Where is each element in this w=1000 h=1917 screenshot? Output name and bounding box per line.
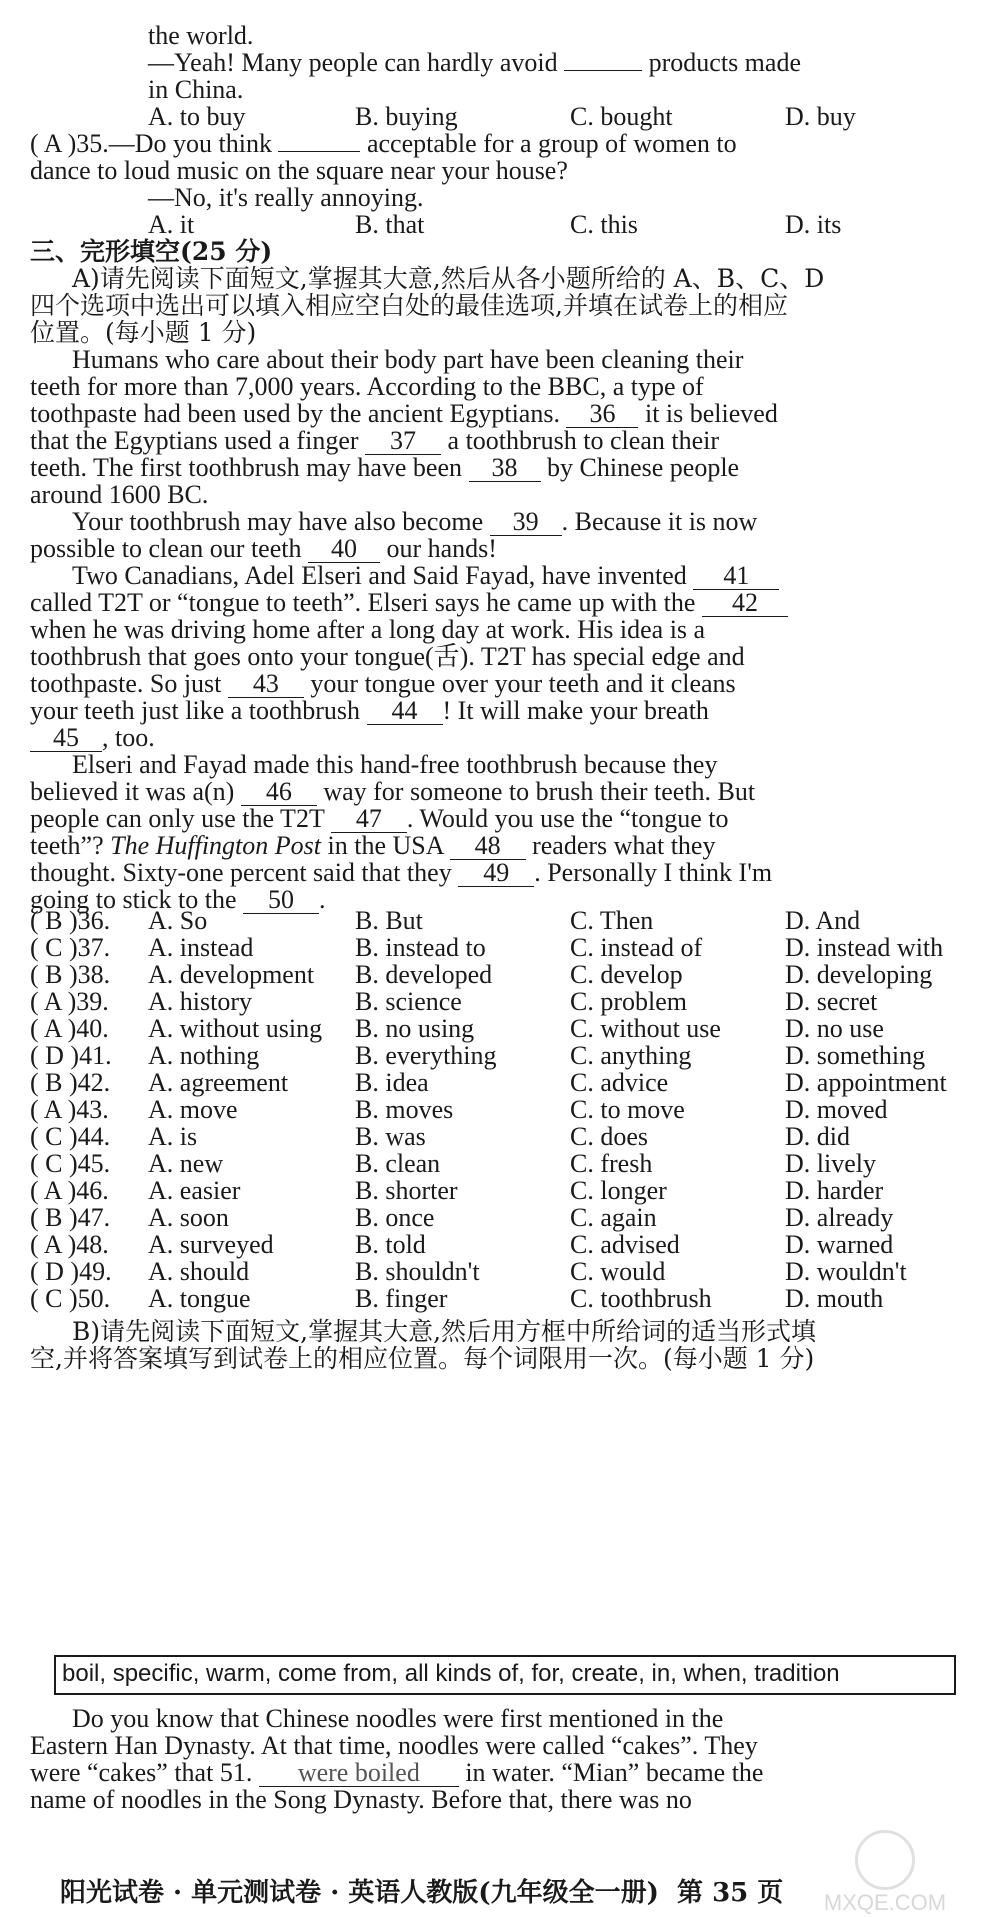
q37-option-c: C. instead of bbox=[570, 933, 703, 962]
q41-option-a: A. nothing bbox=[148, 1041, 260, 1070]
blank-47: 47 bbox=[331, 806, 407, 833]
q49-option-d: D. wouldn't bbox=[785, 1257, 907, 1286]
q39-option-a: A. history bbox=[148, 987, 252, 1016]
passage-b-line: Eastern Han Dynasty. At that time, noodles were called “cakes”. They bbox=[30, 1731, 758, 1760]
q43-option-c: C. to move bbox=[570, 1095, 685, 1124]
q49-option-b: B. shouldn't bbox=[355, 1257, 480, 1286]
q35-answer-mark: ( A )35. bbox=[30, 129, 109, 158]
q36-option-b: B. But bbox=[355, 906, 423, 935]
blank-44: 44 bbox=[367, 698, 443, 725]
watermark-seal-icon bbox=[855, 1830, 915, 1890]
q44-option-c: C. does bbox=[570, 1122, 648, 1151]
q47-option-b: B. once bbox=[355, 1203, 435, 1232]
q40-option-d: D. no use bbox=[785, 1014, 884, 1043]
passage-line: your teeth just like a toothbrush 44 ! It will make your breath bbox=[30, 696, 709, 725]
q38-option-d: D. developing bbox=[785, 960, 933, 989]
blank-43: 43 bbox=[228, 671, 304, 698]
passage-b-line: name of noodles in the Song Dynasty. Before that, there was no bbox=[30, 1785, 692, 1814]
part-a-instruction-line3: 位置。(每小题 1 分) bbox=[30, 318, 257, 347]
q35-option-d: D. its bbox=[785, 210, 842, 239]
q46-option-b: B. shorter bbox=[355, 1176, 458, 1205]
blank-38: 38 bbox=[469, 455, 541, 482]
q37-option-b: B. instead to bbox=[355, 933, 486, 962]
q43-option-b: B. moves bbox=[355, 1095, 454, 1124]
q50-option-a: A. tongue bbox=[148, 1284, 251, 1313]
passage-b-line: Do you know that Chinese noodles were first mentioned in the bbox=[72, 1704, 724, 1733]
q46-answer-mark: ( A )46. bbox=[30, 1176, 109, 1205]
q34-text-line1: the world. bbox=[148, 21, 254, 50]
q41-option-c: C. anything bbox=[570, 1041, 692, 1070]
watermark-text: MXQE.COM bbox=[823, 1890, 947, 1915]
blank-37: 37 bbox=[365, 428, 441, 455]
q42-option-c: C. advice bbox=[570, 1068, 669, 1097]
q41-answer-mark: ( D )41. bbox=[30, 1041, 112, 1070]
q48-option-d: D. warned bbox=[785, 1230, 894, 1259]
part-b-instruction-line1: B)请先阅读下面短文,掌握其大意,然后用方框中所给词的适当形式填 bbox=[72, 1317, 817, 1346]
q44-option-b: B. was bbox=[355, 1122, 426, 1151]
q50-option-c: C. toothbrush bbox=[570, 1284, 712, 1313]
q35-option-c: C. this bbox=[570, 210, 638, 239]
publication-title: The Huffington Post bbox=[110, 831, 322, 860]
q43-option-d: D. moved bbox=[785, 1095, 888, 1124]
answer-51: were boiled bbox=[259, 1760, 459, 1787]
q47-option-d: D. already bbox=[785, 1203, 894, 1232]
q39-option-b: B. science bbox=[355, 987, 462, 1016]
passage-line: thought. Sixty-one percent said that they 49 . Personally I think I'm bbox=[30, 858, 773, 887]
q50-option-b: B. finger bbox=[355, 1284, 448, 1313]
q36-option-d: D. And bbox=[785, 906, 861, 935]
q38-answer-mark: ( B )38. bbox=[30, 960, 111, 989]
q49-option-c: C. would bbox=[570, 1257, 666, 1286]
q39-answer-mark: ( A )39. bbox=[30, 987, 109, 1016]
q42-option-d: D. appointment bbox=[785, 1068, 947, 1097]
watermark-logo bbox=[800, 1830, 970, 1915]
passage-line: possible to clean our teeth 40 our hands! bbox=[30, 534, 497, 563]
q45-option-c: C. fresh bbox=[570, 1149, 653, 1178]
q46-option-c: C. longer bbox=[570, 1176, 667, 1205]
passage-line: that the Egyptians used a finger 37 a toothbrush to clean their bbox=[30, 426, 720, 455]
q44-option-a: A. is bbox=[148, 1122, 198, 1151]
q35-line1: ( A )35.—Do you think acceptable for a group of women to bbox=[30, 129, 737, 158]
q39-option-d: D. secret bbox=[785, 987, 878, 1016]
q39-option-c: C. problem bbox=[570, 987, 687, 1016]
q40-answer-mark: ( A )40. bbox=[30, 1014, 109, 1043]
q35-option-b: B. that bbox=[355, 210, 425, 239]
q40-option-b: B. no using bbox=[355, 1014, 475, 1043]
q41-option-b: B. everything bbox=[355, 1041, 497, 1070]
q35-option-a: A. it bbox=[148, 210, 195, 239]
q47-option-c: C. again bbox=[570, 1203, 657, 1232]
q42-option-a: A. agreement bbox=[148, 1068, 289, 1097]
blank-49: 49 bbox=[458, 860, 534, 887]
q49-option-a: A. should bbox=[148, 1257, 250, 1286]
passage-b-line: were “cakes” that 51. were boiled in water. “Mian” became the bbox=[30, 1758, 764, 1787]
q45-option-a: A. new bbox=[148, 1149, 224, 1178]
q35-line3: —No, it's really annoying. bbox=[148, 183, 424, 212]
passage-line: believed it was a(n) 46 way for someone to brush their teeth. But bbox=[30, 777, 756, 806]
q48-answer-mark: ( A )48. bbox=[30, 1230, 109, 1259]
q38-option-b: B. developed bbox=[355, 960, 493, 989]
q48-option-a: A. surveyed bbox=[148, 1230, 274, 1259]
part-a-instruction-line1: A)请先阅读下面短文,掌握其大意,然后从各小题所给的 A、B、C、D bbox=[72, 264, 825, 293]
passage-line: people can only use the T2T 47 . Would you use the “tongue to bbox=[30, 804, 729, 833]
part-b-instruction-line2: 空,并将答案填写到试卷上的相应位置。每个词限用一次。(每小题 1 分) bbox=[30, 1344, 815, 1373]
q38-option-a: A. development bbox=[148, 960, 315, 989]
q40-option-c: C. without use bbox=[570, 1014, 721, 1043]
q38-option-c: C. develop bbox=[570, 960, 683, 989]
q43-option-a: A. move bbox=[148, 1095, 238, 1124]
blank-48: 48 bbox=[450, 833, 526, 860]
blank-36: 36 bbox=[566, 401, 638, 428]
q42-option-b: B. idea bbox=[355, 1068, 429, 1097]
q37-option-a: A. instead bbox=[148, 933, 254, 962]
q46-option-d: D. harder bbox=[785, 1176, 884, 1205]
q34-option-b: B. buying bbox=[355, 102, 458, 131]
q44-answer-mark: ( C )44. bbox=[30, 1122, 111, 1151]
q34-text-line3: in China. bbox=[148, 75, 244, 104]
q48-option-c: C. advised bbox=[570, 1230, 680, 1259]
q37-answer-mark: ( C )37. bbox=[30, 933, 111, 962]
word-box: boil, specific, warm, come from, all kinds of, for, create, in, when, tradition bbox=[54, 1655, 956, 1695]
q34-text-line2: —Yeah! Many people can hardly avoid products made bbox=[148, 48, 801, 77]
page-footer: 阳光试卷 · 单元测试卷 · 英语人教版(九年级全一册) 第 35 页 bbox=[60, 1878, 784, 1908]
q47-option-a: A. soon bbox=[148, 1203, 229, 1232]
q36-answer-mark: ( B )36. bbox=[30, 906, 111, 935]
blank-39: 39 bbox=[490, 509, 562, 536]
q45-option-b: B. clean bbox=[355, 1149, 441, 1178]
q50-answer-mark: ( C )50. bbox=[30, 1284, 111, 1313]
passage-line: going to stick to the 50 . bbox=[30, 885, 326, 914]
blank-50: 50 bbox=[243, 887, 319, 914]
blank-41: 41 bbox=[693, 563, 779, 590]
q50-option-d: D. mouth bbox=[785, 1284, 884, 1313]
passage-line: toothpaste had been used by the ancient Egyptians. 36 it is believed bbox=[30, 399, 778, 428]
q36-option-a: A. So bbox=[148, 906, 208, 935]
q37-option-d: D. instead with bbox=[785, 933, 944, 962]
q36-option-c: C. Then bbox=[570, 906, 654, 935]
q49-answer-mark: ( D )49. bbox=[30, 1257, 112, 1286]
q34-option-c: C. bought bbox=[570, 102, 673, 131]
blank-45: 45 bbox=[30, 725, 102, 752]
q45-answer-mark: ( C )45. bbox=[30, 1149, 111, 1178]
q44-option-d: D. did bbox=[785, 1122, 850, 1151]
passage-line: toothpaste. So just 43 your tongue over your teeth and it cleans bbox=[30, 669, 736, 698]
part-a-instruction-line2: 四个选项中选出可以填入相应空白处的最佳选项,并填在试卷上的相应 bbox=[30, 291, 788, 320]
blank-40: 40 bbox=[308, 536, 380, 563]
passage-line: called T2T or “tongue to teeth”. Elseri says he came up with the 42 bbox=[30, 587, 970, 619]
section-title: 三、完形填空(25 分) bbox=[30, 237, 273, 266]
passage-line: around 1600 BC. bbox=[30, 480, 209, 509]
q35-blank bbox=[278, 151, 360, 152]
passage-line: Elseri and Fayad made this hand-free toothbrush because they bbox=[72, 750, 718, 779]
passage-line: Humans who care about their body part have been cleaning their bbox=[72, 345, 744, 374]
q42-answer-mark: ( B )42. bbox=[30, 1068, 111, 1097]
q46-option-a: A. easier bbox=[148, 1176, 241, 1205]
passage-line: teeth”? The Huffington Post in the USA 48 readers what they bbox=[30, 831, 716, 860]
q48-option-b: B. told bbox=[355, 1230, 426, 1259]
passage-line: teeth for more than 7,000 years. According to the BBC, a type of bbox=[30, 372, 704, 401]
q34-option-a: A. to buy bbox=[148, 102, 246, 131]
passage-line: when he was driving home after a long day at work. His idea is a bbox=[30, 615, 706, 644]
blank-46: 46 bbox=[241, 779, 317, 806]
q43-answer-mark: ( A )43. bbox=[30, 1095, 109, 1124]
q40-option-a: A. without using bbox=[148, 1014, 323, 1043]
passage-line: teeth. The first toothbrush may have been 38 by Chinese people bbox=[30, 453, 740, 482]
passage-line: Two Canadians, Adel Elseri and Said Fayad, have invented 41 bbox=[72, 560, 1000, 592]
q35-line2: dance to loud music on the square near your house? bbox=[30, 156, 568, 185]
q45-option-d: D. lively bbox=[785, 1149, 876, 1178]
q34-blank bbox=[564, 70, 642, 71]
passage-line: 45 , too. bbox=[30, 722, 970, 754]
q34-option-d: D. buy bbox=[785, 102, 856, 131]
q47-answer-mark: ( B )47. bbox=[30, 1203, 111, 1232]
passage-line: Your toothbrush may have also become 39 . Because it is now bbox=[72, 507, 758, 536]
passage-line: toothbrush that goes onto your tongue(舌). T2T has special edge and bbox=[30, 642, 745, 671]
q41-option-d: D. something bbox=[785, 1041, 926, 1070]
blank-42: 42 bbox=[702, 590, 788, 617]
